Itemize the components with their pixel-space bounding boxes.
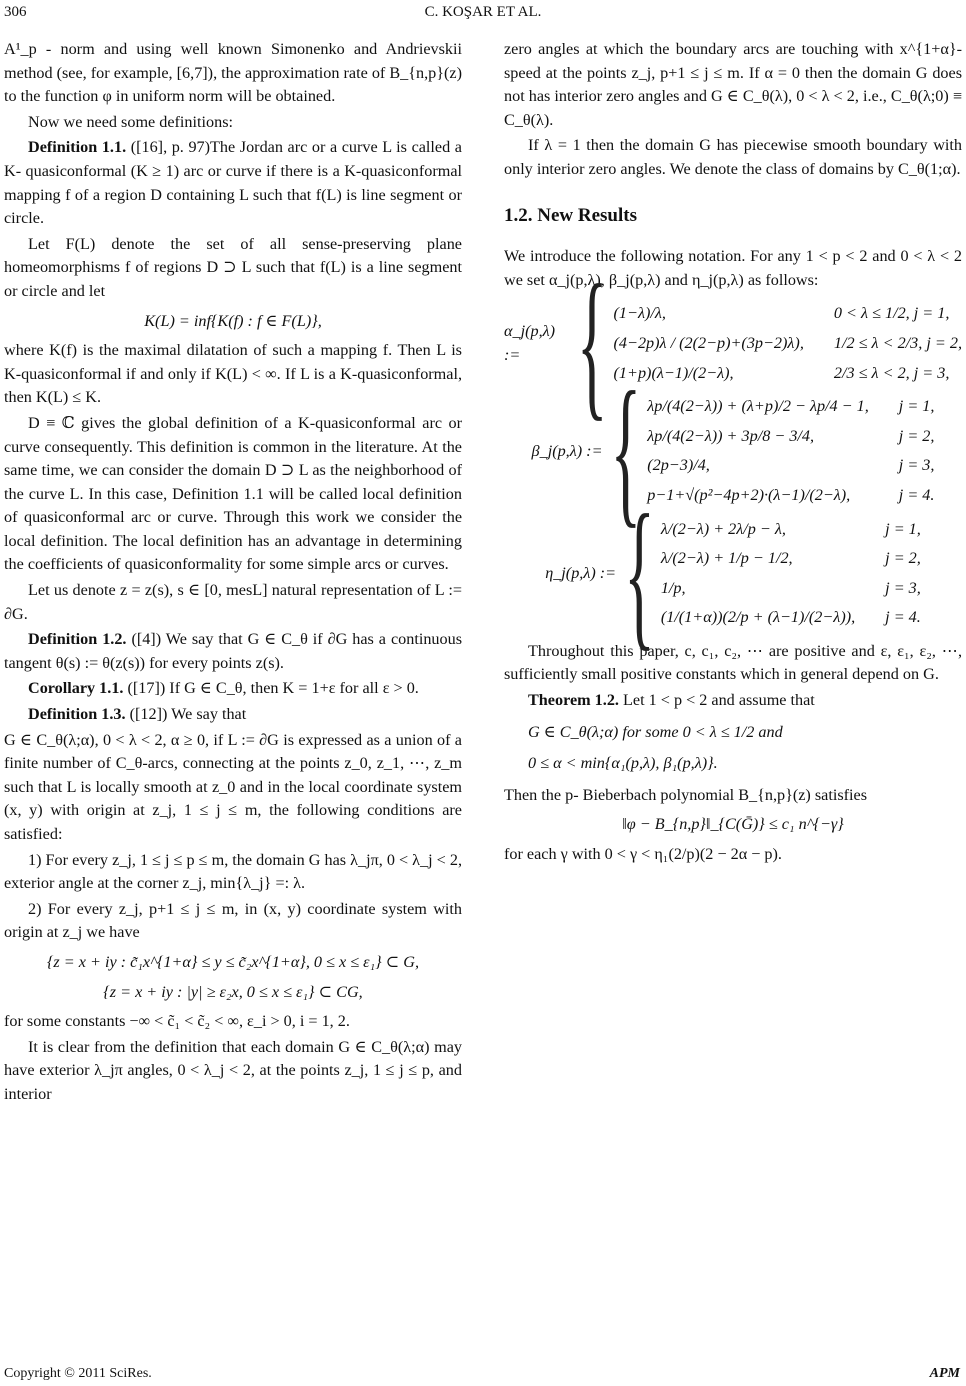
left-brace: { xyxy=(624,480,655,665)
paragraph: If λ = 1 then the domain G has piecewise smooth boundary with only interior zero angles. We denote the class of domains by C_θ(1;α). xyxy=(504,136,962,178)
paragraph: for some constants −∞ < c̃₁ < c̃₂ < ∞, ε_i > 0, i = 1, 2. xyxy=(4,1012,350,1031)
paragraph: zero angles at which the boundary arcs are touching with x^{1+α}-speed at the points z_j, p+1 ≤ j ≤ m. If α = 0 then the domain G does not has interior zero angles and G ∈ C_θ(λ), 0 < λ < 2, i.e., C_θ(λ;0) ≡ C_θ(λ). xyxy=(504,40,962,129)
paragraph: We introduce the following notation. For any 1 < p < 2 and 0 < λ < 2 we set α_j(p,λ), β_j(p,λ) and η_j(p,λ) as follows: xyxy=(504,247,962,289)
equation-set-1: {z = x + iy : c̃₁x^{1+α} ≤ y ≤ c̃₂x^{1+α}, 0 ≤ x ≤ ε₁} ⊂ G, xyxy=(46,952,420,971)
left-brace: { xyxy=(576,250,608,435)
theorem-inequality: ‖φ − B_{n,p}‖_{C(Ḡ)} ≤ c₁ n^{−γ} xyxy=(622,815,844,834)
paragraph: Let us denote z = z(s), s ∈ [0, mesL] natural representation of L := ∂G. xyxy=(4,581,462,623)
case-condition: 1/2 ≤ λ < 2/3, j = 2, xyxy=(833,333,962,352)
case-condition: j = 1, xyxy=(898,397,935,416)
paragraph: Now we need some definitions: xyxy=(28,112,233,131)
case-condition: j = 3, xyxy=(885,578,921,597)
definition-label: Definition 1.2. xyxy=(28,630,127,649)
corollary-label: Corollary 1.1. xyxy=(28,679,124,698)
case-condition: j = 4. xyxy=(898,485,935,504)
case-expression: λ/(2−λ) + 2λ/p − λ, xyxy=(660,519,786,538)
definition-1-3 xyxy=(4,703,462,727)
definition-1-2 xyxy=(4,628,462,675)
eta-cases xyxy=(661,518,921,630)
journal-abbreviation: APM xyxy=(929,1366,960,1381)
theorem-text: Let 1 < p < 2 and assume that xyxy=(623,691,815,710)
left-brace: { xyxy=(610,357,642,543)
case-condition: j = 4. xyxy=(885,608,921,627)
case-condition: j = 1, xyxy=(885,519,921,538)
beta-lhs: β_j(p,λ) := xyxy=(531,441,603,460)
case-condition: j = 3, xyxy=(898,456,935,475)
equation-K-of-L: K(L) = inf{K(f) : f ∈ F(L)}, xyxy=(144,311,322,330)
running-header: C. KOŞAR ET AL. xyxy=(424,4,542,20)
paragraph: where K(f) is the maximal dilatation of such a mapping f. Then L is K-quasiconformal if and only if K(L) < ∞. If L is a K-quasiconformal, then K(L) ≤ K. xyxy=(4,341,462,407)
paragraph: Let F(L) denote the set of all sense-preserving plane homeomorphisms f of regions D ⊃ L such that f(L) is a line segment or circle and let xyxy=(4,234,462,300)
corollary-text: ([17]) If G ∈ C_θ, then K = 1+ε for all ε > 0. xyxy=(127,679,419,698)
definition-label: Definition 1.1. xyxy=(28,138,127,157)
case-expression: (1+p)(λ−1)/(2−λ), xyxy=(613,363,734,382)
theorem-1-2 xyxy=(504,689,962,713)
paragraph: Then the p- Bieberbach polynomial B_{n,p}(z) satisfies xyxy=(504,785,868,804)
case-condition: j = 2, xyxy=(898,426,935,445)
alpha-lhs: α_j(p,λ) := xyxy=(504,322,556,364)
eta-lhs: η_j(p,λ) := xyxy=(545,563,617,582)
theorem-label: Theorem 1.2. xyxy=(528,691,619,710)
page-number: 306 xyxy=(4,4,27,20)
definition-label: Definition 1.3. xyxy=(28,705,126,724)
left-column xyxy=(4,38,462,1109)
case-expression: (1/(1+α))(2/p + (λ−1)/(2−λ)), xyxy=(660,608,856,627)
case-expression: (2p−3)/4, xyxy=(647,456,710,475)
case-condition: 0 < λ ≤ 1/2, j = 1, xyxy=(833,304,950,323)
section-heading: 1.2. New Results xyxy=(504,204,637,226)
paragraph: It is clear from the definition that each domain G ∈ C_θ(λ;α) may have exterior λ_jπ angles, 0 < λ_j < 2, at the points z_j, 1 ≤ j ≤ p, and interior xyxy=(4,1037,462,1103)
theorem-condition-1: G ∈ C_θ(λ;α) for some 0 < λ ≤ 1/2 and xyxy=(528,722,783,741)
case-expression: (4−2p)λ / (2(2−p)+(3p−2)λ), xyxy=(613,333,804,352)
case-expression: (1−λ)/λ, xyxy=(613,304,666,323)
definition-text: ([4]) We say that G ∈ C_θ if ∂G has a continuous tangent θ(s) := θ(z(s)) for every points z(s). xyxy=(4,630,462,672)
equation-set-2: {z = x + iy : |y| ≥ ε₂x, 0 ≤ x ≤ ε₁} ⊂ CG, xyxy=(103,982,363,1001)
definition-1-1 xyxy=(4,136,462,230)
paragraph: A¹_p - norm and using well known Simonenko and Andrievskii method (see, for example, [6,7]), the approximation rate of B_{n,p}(z) to the function φ in uniform norm will be obtained. xyxy=(4,40,462,106)
right-column xyxy=(504,38,962,869)
paragraph: Throughout this paper, c, c₁, c₂, ⋯ are positive and ε, ε₁, ε₂, ⋯, sufficiently small positive constants which in general depend on G. xyxy=(504,641,962,684)
case-expression: λp/(4(2−λ)) + 3p/8 − 3/4, xyxy=(647,426,815,445)
condition-1: 1) For every z_j, 1 ≤ j ≤ p ≤ m, the domain G has λ_jπ, 0 < λ_j < 2, exterior angle at the corner z_j, min{λ_j} =: λ. xyxy=(4,850,462,893)
case-expression: λp/(4(2−λ)) + (λ+p)/2 − λp/4 − 1, xyxy=(647,397,869,416)
definition-text: ([12]) We say that xyxy=(129,705,247,724)
paragraph: D ≡ ℂ gives the global definition of a K-quasiconformal arc or curve consequently. This definition is common in the literature. At the same time, we can consider the domain D ⊃ L as the neighborhood of the curve L. In this case, Definition 1.1 will be called local definition of quasiconformal arc or curve. Through this work we consider the local definition. The local definition has an advantage in determining the coefficients of quasiconformality for some simple arcs or curves. xyxy=(4,413,462,574)
paragraph: for each γ with 0 < γ < η₁(2/p)(2 − 2α − p). xyxy=(504,845,782,864)
beta-cases xyxy=(647,395,934,507)
alpha-cases xyxy=(614,302,962,385)
paragraph: G ∈ C_θ(λ;α), 0 < λ < 2, α ≥ 0, if L := ∂G is expressed as a union of a finite number of C_θ-arcs, connecting at the points z_0, z_1, ⋯, z_m such that L is locally smooth at z_0 and in the local coordinate system (x, y) with origin at z_j, 1 ≤ j ≤ m, the following conditions are satisfied: xyxy=(4,730,462,843)
theorem-condition-2: 0 ≤ α < min{α₁(p,λ), β₁(p,λ)}. xyxy=(528,754,718,773)
corollary-1-1 xyxy=(4,677,462,701)
condition-2: 2) For every z_j, p+1 ≤ j ≤ m, in (x, y) coordinate system with origin at z_j we have xyxy=(4,899,462,942)
case-expression: 1/p, xyxy=(660,578,686,597)
case-condition: j = 2, xyxy=(885,549,921,568)
case-expression: p−1+√(p²−4p+2)·(λ−1)/(2−λ), xyxy=(647,485,851,504)
case-expression: λ/(2−λ) + 1/p − 1/2, xyxy=(660,549,793,568)
copyright-notice: Copyright © 2011 SciRes. xyxy=(4,1366,152,1381)
case-condition: 2/3 ≤ λ < 2, j = 3, xyxy=(833,363,950,382)
definition-text: ([16], p. 97)The Jordan arc or a curve L is called a K- quasiconformal (K ≥ 1) arc or curve if there is a K-quasiconformal mapping f of a region D containing L such that f(L) is line segment or circle. xyxy=(4,138,462,228)
